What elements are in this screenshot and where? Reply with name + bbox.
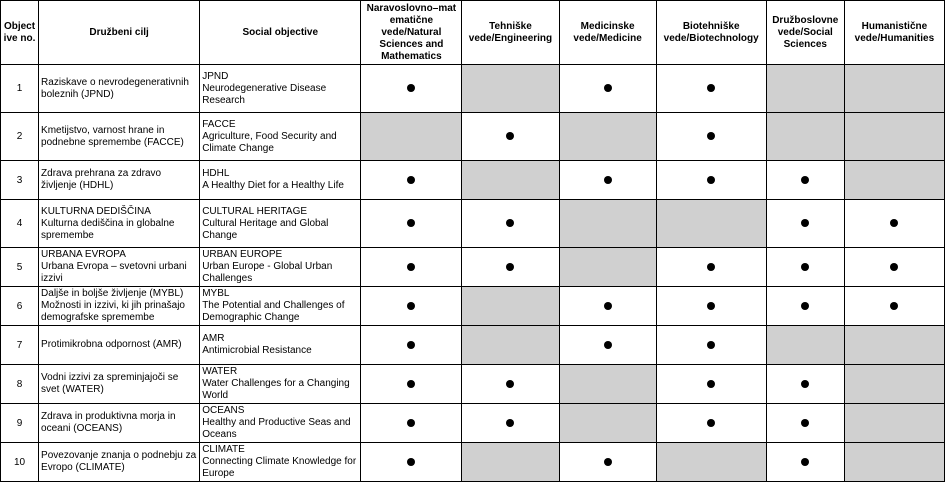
table-row <box>1 200 945 248</box>
druzbeni-cilj-cell: Daljše in boljše življenje (MYBL) Možnosti in izzivi, ki jih prinašajo demografske spremembe <box>39 287 200 326</box>
social-objective-cell: MYBL The Potential and Challenges of Demographic Change <box>200 287 361 326</box>
mark-cell <box>844 404 944 443</box>
bullet-dot-icon <box>506 132 514 140</box>
social-objective-cell: CLIMATE Connecting Climate Knowledge for Europe <box>200 443 361 482</box>
mark-cell <box>766 200 844 248</box>
mark-cell <box>462 326 559 365</box>
mark-cell <box>361 200 462 248</box>
druzbeni-cilj-cell: Protimikrobna odpornost (AMR) <box>39 326 200 365</box>
table-row <box>1 365 945 404</box>
objective-number: 5 <box>1 248 39 287</box>
mark-cell <box>656 443 766 482</box>
druzbeni-cilj-cell: Vodni izzivi za spreminjajoči se svet (WATER) <box>39 365 200 404</box>
objective-number: 9 <box>1 404 39 443</box>
header-natural-sciences: Naravoslovno–mat ematične vede/Natural Sciences and Mathematics <box>361 1 462 65</box>
bullet-dot-icon <box>407 341 415 349</box>
bullet-dot-icon <box>407 380 415 388</box>
mark-cell <box>361 287 462 326</box>
header-biotechnology: Biotehniške vede/Biotechnology <box>656 1 766 65</box>
bullet-dot-icon <box>707 176 715 184</box>
mark-cell <box>844 287 944 326</box>
mark-cell <box>559 113 656 161</box>
mark-cell <box>656 113 766 161</box>
mark-cell <box>766 161 844 200</box>
druzbeni-cilj-cell: Povezovanje znanja o podnebju za Evropo (CLIMATE) <box>39 443 200 482</box>
bullet-dot-icon <box>801 419 809 427</box>
table-body <box>1 65 945 482</box>
bullet-dot-icon <box>604 176 612 184</box>
mark-cell <box>766 365 844 404</box>
objective-number: 4 <box>1 200 39 248</box>
header-social-objective: Social objective <box>200 1 361 65</box>
mark-cell <box>361 248 462 287</box>
table-row <box>1 248 945 287</box>
mark-cell <box>361 161 462 200</box>
bullet-dot-icon <box>407 263 415 271</box>
bullet-dot-icon <box>506 419 514 427</box>
mark-cell <box>462 113 559 161</box>
mark-cell <box>844 248 944 287</box>
druzbeni-cilj-cell: Zdrava prehrana za zdravo življenje (HDHL) <box>39 161 200 200</box>
bullet-dot-icon <box>707 341 715 349</box>
mark-cell <box>462 287 559 326</box>
social-objective-cell: CULTURAL HERITAGE Cultural Heritage and Global Change <box>200 200 361 248</box>
mark-cell <box>361 326 462 365</box>
table-row <box>1 326 945 365</box>
bullet-dot-icon <box>604 458 612 466</box>
bullet-dot-icon <box>707 419 715 427</box>
mark-cell <box>462 365 559 404</box>
mark-cell <box>559 200 656 248</box>
header-druzbeni-cilj: Družbeni cilj <box>39 1 200 65</box>
objective-number: 1 <box>1 65 39 113</box>
mark-cell <box>766 65 844 113</box>
bullet-dot-icon <box>707 132 715 140</box>
mark-cell <box>766 248 844 287</box>
table-row <box>1 404 945 443</box>
objective-number: 8 <box>1 365 39 404</box>
table-row <box>1 161 945 200</box>
social-objective-cell: URBAN EUROPE Urban Europe - Global Urban Challenges <box>200 248 361 287</box>
mark-cell <box>361 65 462 113</box>
objective-number: 7 <box>1 326 39 365</box>
header-engineering: Tehniške vede/Engineering <box>462 1 559 65</box>
mark-cell <box>844 65 944 113</box>
mark-cell <box>656 248 766 287</box>
mark-cell <box>656 404 766 443</box>
mark-cell <box>361 113 462 161</box>
table-row <box>1 65 945 113</box>
druzbeni-cilj-cell: Raziskave o nevrodegenerativnih boleznih (JPND) <box>39 65 200 113</box>
druzbeni-cilj-cell: Zdrava in produktivna morja in oceani (OCEANS) <box>39 404 200 443</box>
mark-cell <box>462 161 559 200</box>
bullet-dot-icon <box>604 84 612 92</box>
druzbeni-cilj-cell: KULTURNA DEDIŠČINA Kulturna dediščina in globalne spremembe <box>39 200 200 248</box>
mark-cell <box>559 287 656 326</box>
bullet-dot-icon <box>801 263 809 271</box>
mark-cell <box>766 113 844 161</box>
mark-cell <box>462 443 559 482</box>
mark-cell <box>559 443 656 482</box>
bullet-dot-icon <box>407 419 415 427</box>
mark-cell <box>361 443 462 482</box>
mark-cell <box>361 365 462 404</box>
bullet-dot-icon <box>707 380 715 388</box>
mark-cell <box>766 326 844 365</box>
mark-cell <box>559 365 656 404</box>
bullet-dot-icon <box>707 263 715 271</box>
druzbeni-cilj-cell: Kmetijstvo, varnost hrane in podnebne spremembe (FACCE) <box>39 113 200 161</box>
mark-cell <box>559 161 656 200</box>
header-social-sciences: Družboslovne vede/Social Sciences <box>766 1 844 65</box>
mark-cell <box>766 443 844 482</box>
bullet-dot-icon <box>890 263 898 271</box>
bullet-dot-icon <box>801 458 809 466</box>
bullet-dot-icon <box>506 263 514 271</box>
mark-cell <box>656 326 766 365</box>
bullet-dot-icon <box>707 84 715 92</box>
bullet-dot-icon <box>890 219 898 227</box>
table-row <box>1 287 945 326</box>
bullet-dot-icon <box>407 458 415 466</box>
mark-cell <box>844 200 944 248</box>
mark-cell <box>559 404 656 443</box>
header-humanities: Humanistične vede/Humanities <box>844 1 944 65</box>
mark-cell <box>462 248 559 287</box>
mark-cell <box>462 404 559 443</box>
mark-cell <box>361 404 462 443</box>
social-objective-cell: WATER Water Challenges for a Changing World <box>200 365 361 404</box>
objective-number: 3 <box>1 161 39 200</box>
mark-cell <box>656 65 766 113</box>
bullet-dot-icon <box>506 380 514 388</box>
table-row <box>1 443 945 482</box>
bullet-dot-icon <box>801 380 809 388</box>
mark-cell <box>844 113 944 161</box>
mark-cell <box>844 443 944 482</box>
objective-number: 2 <box>1 113 39 161</box>
social-objective-cell: HDHL A Healthy Diet for a Healthy Life <box>200 161 361 200</box>
mark-cell <box>559 248 656 287</box>
mark-cell <box>656 365 766 404</box>
mark-cell <box>656 287 766 326</box>
bullet-dot-icon <box>707 302 715 310</box>
bullet-dot-icon <box>890 302 898 310</box>
mark-cell <box>844 161 944 200</box>
bullet-dot-icon <box>604 302 612 310</box>
mark-cell <box>462 200 559 248</box>
mark-cell <box>766 404 844 443</box>
objective-number: 10 <box>1 443 39 482</box>
bullet-dot-icon <box>407 176 415 184</box>
bullet-dot-icon <box>801 176 809 184</box>
bullet-dot-icon <box>506 219 514 227</box>
mark-cell <box>656 200 766 248</box>
bullet-dot-icon <box>801 302 809 310</box>
social-objective-cell: FACCE Agriculture, Food Security and Climate Change <box>200 113 361 161</box>
social-objective-cell: JPND Neurodegenerative Disease Research <box>200 65 361 113</box>
table-row <box>1 113 945 161</box>
mark-cell <box>766 287 844 326</box>
bullet-dot-icon <box>801 219 809 227</box>
social-objective-cell: OCEANS Healthy and Productive Seas and Oceans <box>200 404 361 443</box>
mark-cell <box>559 65 656 113</box>
mark-cell <box>844 365 944 404</box>
bullet-dot-icon <box>604 341 612 349</box>
header-medicine: Medicinske vede/Medicine <box>559 1 656 65</box>
header-row <box>1 1 945 65</box>
social-objective-cell: AMR Antimicrobial Resistance <box>200 326 361 365</box>
objective-number: 6 <box>1 287 39 326</box>
druzbeni-cilj-cell: URBANA EVROPA Urbana Evropa – svetovni urbani izzivi <box>39 248 200 287</box>
bullet-dot-icon <box>407 302 415 310</box>
header-objective-no: Object ive no. <box>1 1 39 65</box>
bullet-dot-icon <box>407 84 415 92</box>
bullet-dot-icon <box>407 219 415 227</box>
mark-cell <box>559 326 656 365</box>
mark-cell <box>462 65 559 113</box>
mark-cell <box>656 161 766 200</box>
mark-cell <box>844 326 944 365</box>
